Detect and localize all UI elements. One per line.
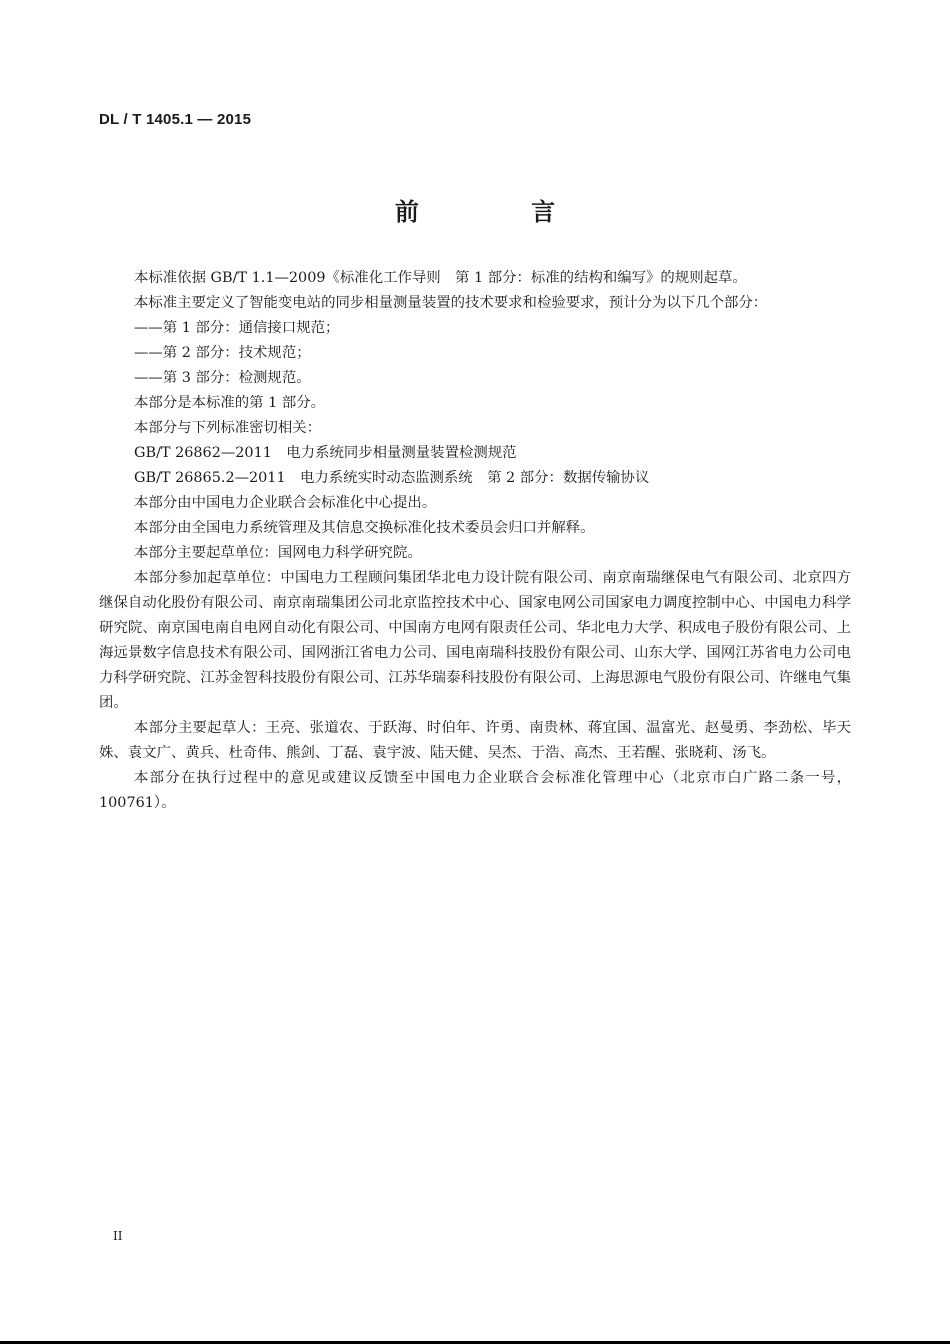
list-item-part-2: ——第 2 部分：技术规范； xyxy=(134,345,311,361)
page-number: II xyxy=(113,1229,123,1243)
foreword-body xyxy=(99,266,851,816)
paragraph-main-drafter-org: 本部分主要起草单位：国网电力科学研究院。 xyxy=(134,545,422,561)
paragraph-feedback: 本部分在执行过程中的意见或建议反馈至中国电力企业联合会标准化管理中心（北京市白广路二条一号，100761）。 xyxy=(99,770,851,811)
page-title: 前 言 xyxy=(394,198,608,226)
paragraph-drafting-rules: 本标准依据 GB/T 1.1—2009《标准化工作导则 第 1 部分：标准的结构和编写》的规则起草。 xyxy=(134,270,747,286)
paragraph-scope: 本标准主要定义了智能变电站的同步相量测量装置的技术要求和检验要求，预计分为以下几个部分： xyxy=(134,295,768,311)
paragraph-proposed-by: 本部分由中国电力企业联合会标准化中心提出。 xyxy=(134,495,437,511)
related-standard-1: GB/T 26862—2011 电力系统同步相量测量装置检测规范 xyxy=(134,445,517,461)
paragraph-part-statement: 本部分是本标准的第 1 部分。 xyxy=(134,395,325,411)
paragraph-drafters: 本部分主要起草人：王亮、张道农、于跃海、时伯年、许勇、南贵林、蒋宜国、温富光、赵曼勇、李劲松、毕天姝、袁文广、黄兵、杜奇伟、熊剑、丁磊、袁宇波、陆天健、吴杰、于浩、高杰、王若醒、张晓莉、汤飞。 xyxy=(99,720,851,761)
standard-code: DL / T 1405.1 — 2015 xyxy=(99,111,252,128)
paragraph-related-standards: 本部分与下列标准密切相关： xyxy=(134,420,322,436)
paragraph-interpreted-by: 本部分由全国电力系统管理及其信息交换标准化技术委员会归口并解释。 xyxy=(134,520,595,536)
related-standard-2: GB/T 26865.2—2011 电力系统实时动态监测系统 第 2 部分：数据传输协议 xyxy=(134,470,650,486)
list-item-part-3: ——第 3 部分：检测规范。 xyxy=(134,370,311,386)
list-item-part-1: ——第 1 部分：通信接口规范； xyxy=(134,320,340,336)
paragraph-participating-orgs: 本部分参加起草单位：中国电力工程顾问集团华北电力设计院有限公司、南京南瑞继保电气有限公司、北京四方继保自动化股份有限公司、南京南瑞集团公司北京监控技术中心、国家电网公司国家电力调度控制中心、中国电力科学研究院、南京国电南自电网自动化有限公司、中国南方电网有限责任公司、华北电力大学、积成电子股份有限公司、上海远景数字信息技术有限公司、国网浙江省电力公司、国电南瑞科技股份有限公司、山东大学、国网江苏省电力公司电力科学研究院、江苏金智科技股份有限公司、江苏华瑞泰科技股份有限公司、上海思源电气股份有限公司、许继电气集团。 xyxy=(99,570,851,711)
